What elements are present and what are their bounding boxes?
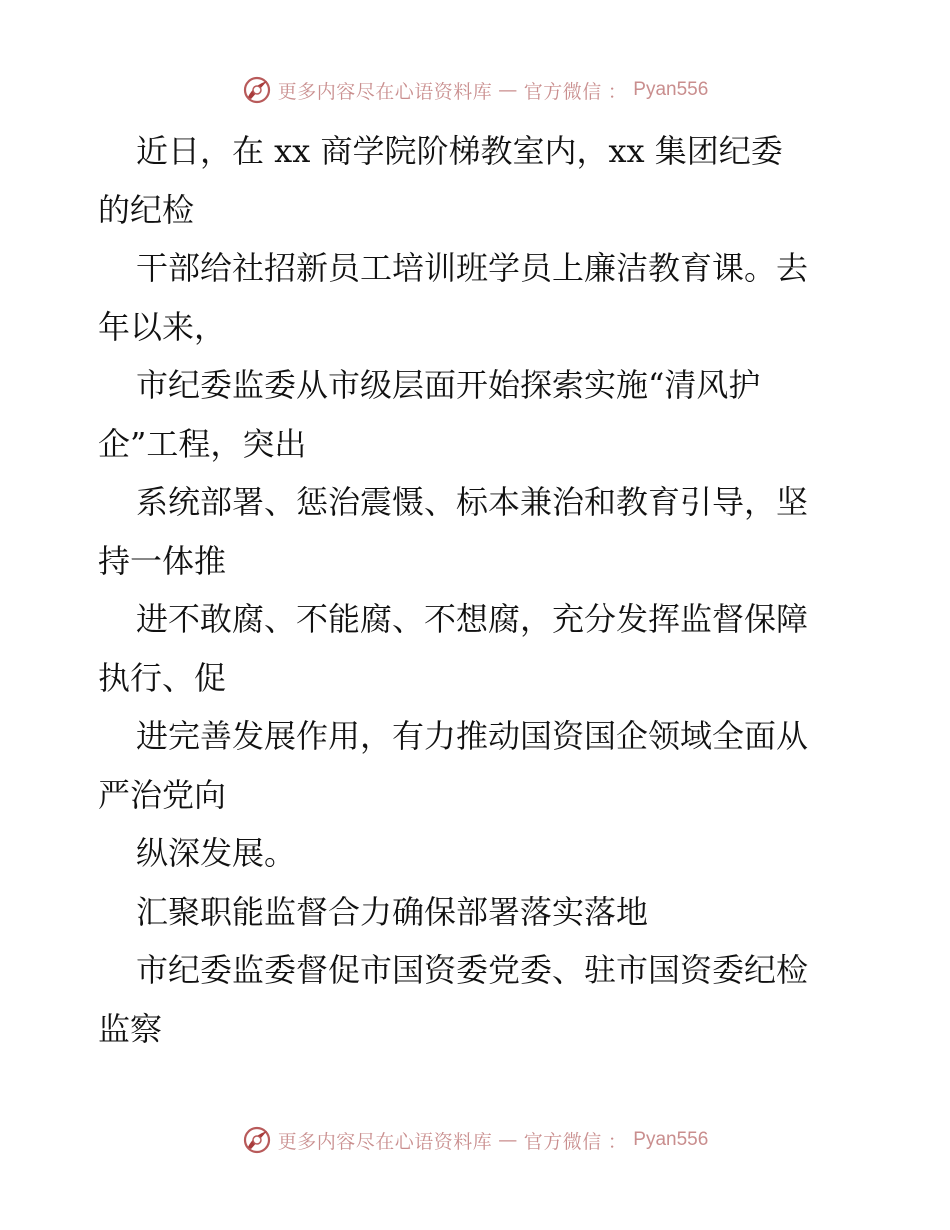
paragraph-line: 系统部署、惩治震慑、标本兼治和教育引导，坚 [136,483,809,521]
watermark-brand-text: 更多内容尽在心语资料库 [277,80,493,103]
header-watermark [0,70,950,110]
paragraph-line-wrap: 严治党向 [98,775,227,814]
footer-watermark [0,1120,950,1160]
paragraph-line-wrap: 执行、促 [98,658,227,697]
paragraph-line: 干部给社招新员工培训班学员上廉洁教育课。去 [136,249,809,287]
paragraph-line-wrap: 持一体推 [98,541,227,580]
watermark-account: Pyan556 [633,79,709,100]
paragraph-line: 进完善发展作用，有力推动国资国企领域全面从 [136,717,809,755]
watermark-brand-text: 更多内容尽在心语资料库 [277,1130,493,1153]
brush-logo-icon [242,75,272,105]
paragraph-line-wrap: 年以来， [98,307,227,346]
paragraph-line: 纵深发展。 [136,834,297,872]
watermark-colon: ： [607,80,628,103]
section-heading: 汇聚职能监督合力确保部署落实落地 [136,892,649,931]
paragraph-line: 市纪委监委督促市国资委党委、驻市国资委纪检 [136,951,809,989]
paragraph-line: 市纪委监委从市级层面开始探索实施“清风护 [136,366,761,404]
document-body [98,122,858,1058]
paragraph-line: 近日，在 xx 商学院阶梯教室内，xx 集团纪委 [136,132,783,170]
paragraph-line: 进不敢腐、不能腐、不想腐，充分发挥监督保障 [136,600,809,638]
paragraph-line-wrap: 监察 [98,1009,163,1048]
watermark-label: 官方微信 [523,1130,602,1153]
watermark-dash: — [498,79,518,101]
brush-logo-icon [242,1125,272,1155]
watermark-dash: — [498,1129,518,1151]
paragraph-line-wrap: 企”工程，突出 [98,424,307,463]
watermark-label: 官方微信 [523,80,602,103]
watermark-colon: ： [607,1130,628,1153]
watermark-account: Pyan556 [633,1129,709,1150]
paragraph-line-wrap: 的纪检 [98,190,195,229]
